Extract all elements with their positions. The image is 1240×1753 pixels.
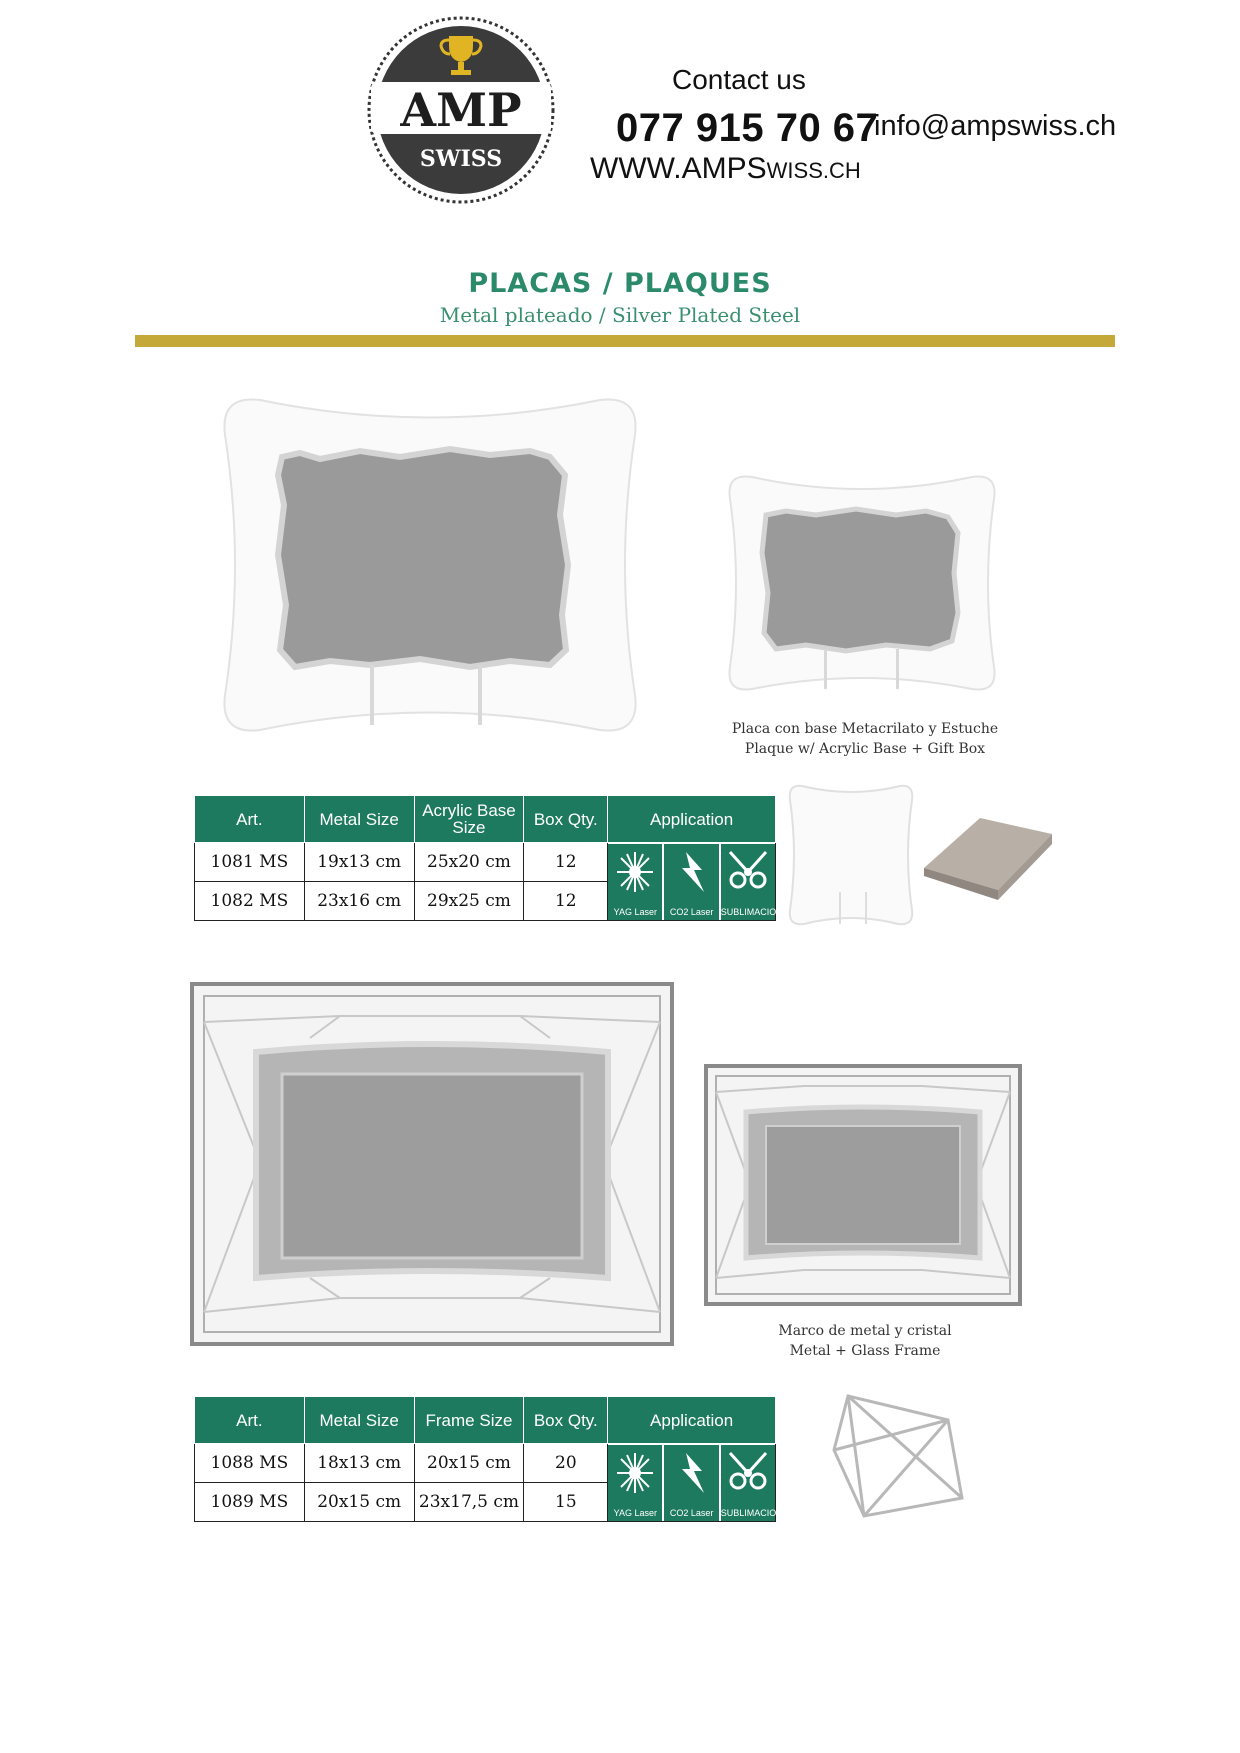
spec-table-2 [194, 1396, 783, 1522]
co2-laser-label: CO2 Laser [669, 1507, 714, 1518]
header-frame-size: Frame Size [414, 1397, 524, 1444]
header-art: Art. [195, 1397, 305, 1444]
cell-box-qty: 12 [524, 843, 608, 882]
cell-base-size: 25x20 cm [414, 843, 524, 882]
yag-laser-badge [608, 844, 664, 920]
page-subtitle: Metal plateado / Silver Plated Steel [439, 303, 801, 327]
sublimation-circles-icon [726, 850, 770, 894]
logo-sub-text: SWISS [419, 146, 503, 172]
frame-large-image [190, 982, 674, 1346]
header-box-qty: Box Qty. [524, 1397, 608, 1444]
cell-box-qty: 20 [524, 1444, 608, 1483]
gold-divider [135, 335, 1115, 347]
sublimation-label: SUBLIMACION [720, 1507, 783, 1518]
cell-art: 1082 MS [195, 882, 305, 921]
co2-laser-label: CO2 Laser [669, 906, 714, 917]
sublimation-label: SUBLIMACION [720, 906, 783, 917]
header-acrylic-base-size: Acrylic Base Size [414, 796, 524, 843]
header-application: Application [608, 1397, 776, 1444]
website-link[interactable] [590, 152, 861, 186]
plaque-small-image [726, 473, 998, 695]
contact-title: Contact us [672, 64, 806, 95]
table-row [195, 1444, 776, 1483]
cell-metal-size: 23x16 cm [304, 882, 414, 921]
laser-burst-icon [615, 1451, 655, 1495]
sublimation-badge [720, 1445, 783, 1521]
sublimation-circles-icon [726, 1451, 770, 1495]
caption-section2-line2: Metal + Glass Frame [789, 1343, 941, 1359]
cell-art: 1089 MS [195, 1483, 305, 1522]
logo-brand-text: AMP [400, 83, 522, 137]
cell-box-qty: 15 [524, 1483, 608, 1522]
yag-laser-label: YAG Laser [613, 906, 658, 917]
cell-art: 1081 MS [195, 843, 305, 882]
amp-swiss-logo [365, 14, 557, 206]
frame-wire-image [828, 1390, 968, 1524]
table-row [195, 843, 776, 882]
website-main: WWW.AMPS [590, 152, 767, 185]
sublimation-badge [720, 844, 783, 920]
header-art: Art. [195, 796, 305, 843]
cell-art: 1088 MS [195, 1444, 305, 1483]
lightning-bolt-icon [672, 850, 712, 894]
laser-burst-icon [615, 850, 655, 894]
frame-small-image [704, 1064, 1022, 1306]
acrylic-base-image [786, 780, 916, 930]
yag-laser-badge [608, 1445, 664, 1521]
lightning-bolt-icon [672, 1451, 712, 1495]
application-cell [608, 843, 783, 921]
cell-base-size: 29x25 cm [414, 882, 524, 921]
spec-table-1 [194, 795, 783, 921]
header-box-qty: Box Qty. [524, 796, 608, 843]
header-metal-size: Metal Size [304, 796, 414, 843]
website-tail: WISS.CH [766, 158, 861, 183]
email-address[interactable]: info@ampswiss.ch [874, 110, 1117, 142]
caption-section1-line1: Placa con base Metacrilato y Estuche [731, 721, 999, 737]
cell-metal-size: 20x15 cm [304, 1483, 414, 1522]
yag-laser-label: YAG Laser [613, 1507, 658, 1518]
page-title: PLACAS / PLAQUES [468, 268, 772, 299]
cell-metal-size: 18x13 cm [304, 1444, 414, 1483]
cell-frame-size: 23x17,5 cm [414, 1483, 524, 1522]
caption-section1 [720, 719, 1010, 759]
cell-frame-size: 20x15 cm [414, 1444, 524, 1483]
header-metal-size: Metal Size [304, 1397, 414, 1444]
header-application: Application [608, 796, 776, 843]
cell-metal-size: 19x13 cm [304, 843, 414, 882]
caption-section2 [745, 1321, 985, 1361]
caption-section2-line1: Marco de metal y cristal [778, 1323, 952, 1339]
caption-section1-line2: Plaque w/ Acrylic Base + Gift Box [744, 741, 986, 757]
gift-box-image [920, 810, 1056, 902]
cell-box-qty: 12 [524, 882, 608, 921]
co2-laser-badge [664, 844, 720, 920]
application-cell [608, 1444, 783, 1522]
plaque-large-image [220, 395, 640, 740]
co2-laser-badge [664, 1445, 720, 1521]
phone-number[interactable]: 077 915 70 67 [616, 106, 879, 150]
